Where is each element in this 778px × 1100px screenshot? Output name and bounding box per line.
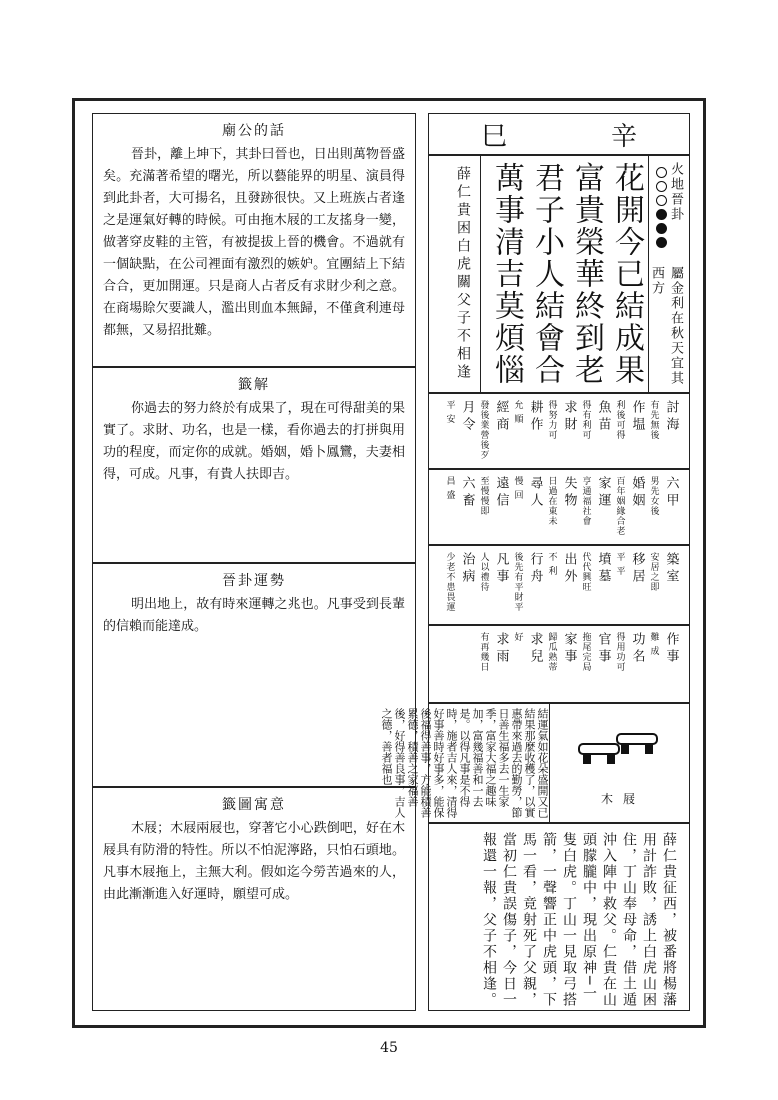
page-number: 45	[380, 1040, 398, 1056]
gua-name: 火地晉卦	[668, 162, 683, 222]
poem-line: 萬事清吉莫煩惱	[489, 162, 524, 386]
grid-cell: 耕作 允 順	[512, 400, 543, 434]
grid-cell: 凡事 人以禮待	[478, 552, 509, 592]
grid-cell: 墳墓 代代興旺	[580, 552, 611, 592]
grid-row	[443, 552, 681, 612]
grid-cell: 六畜 昌 盛	[444, 476, 475, 510]
left-column	[92, 113, 416, 1011]
fortune-grid-row-4	[428, 625, 690, 703]
grid-cell: 月令 平 安	[444, 400, 475, 434]
section-title: 晉卦運勢	[222, 573, 286, 589]
grid-cell: 經商 發後業營後歹	[478, 400, 509, 460]
fortune-grid-row-3	[428, 545, 690, 625]
grid-cell: 討海 有先無後	[648, 400, 679, 440]
temple-words-box	[92, 113, 416, 367]
grid-cell: 求財 得努力可	[546, 400, 577, 440]
grid-cell: 求兒 好	[512, 632, 543, 666]
grid-cell: 婚姻 百年姻緣合老	[614, 476, 645, 536]
section-text: 木屐；木屐兩屐也，穿著它小心跌倒吧，好在木屐具有防滑的特性。所以不怕泥濘路，只怕石頭地。凡事木屐拖上，主無大利。假如迄今勞苦過來的人，由此漸漸進入好運時，願望可成。	[103, 821, 405, 902]
section-text: 晉卦，離上坤下，其卦曰晉也，日出則萬物晉盛矣。充滿著希望的曙光，所以藝能界的明星、演員得到此卦者，大可揚名，且發跡很快。又上班族占者逢之是運氣好轉的時候。可由拖木屐的工友搖身一變，做著穿皮鞋的主管，有被提拔上晉的機會。不過就有一個缺點，在公司裡面有激烈的嫉妒。宜團結上下結合合，更加開運。只是商人占者反有求財少利之意。在商場賒欠要識人，濫出則血本無歸，不僅貪利連母都無，又易招批難。	[103, 147, 405, 338]
fortune-note: 結運氣如花朵盛開又已結果那麼收穫了，以實惠帶來過去的勤勞，節日善生福多去一生家季，富家大福之趣味加，富幾福善和一去是。以得凡事是不得時，施者吉人來，清得好事善時好事多，能保後福得善事，方能積善累德，積善之家福善後，好得善良事，吉人之德，善者福也	[380, 708, 549, 818]
poem-box	[428, 155, 690, 393]
story-text: 薛仁貴征西，被番將楊藩用計詐敗，誘上白虎山困住，丁山奉母命，借土遁沖入陣中救父。仁貴在山頭朦朧中，現出原神─一隻白虎。丁山一見取弓搭箭，一聲響正中虎頭，下馬一看，竟射死了父親，當初仁貴誤傷子，今日一報還一報，父子不相逢。	[481, 832, 677, 1008]
grid-cell: 魚苗 得有利可	[580, 400, 611, 440]
section-title: 籤圖寓意	[222, 797, 286, 813]
right-column	[380, 113, 690, 1011]
poem-line: 富貴榮華終到老	[569, 162, 604, 386]
poem-line: 花開今已結成果	[609, 162, 644, 386]
ganzhi-header	[428, 113, 690, 155]
grid-cell: 出外 不 利	[546, 552, 577, 586]
clog-icon	[569, 726, 669, 776]
picture-label: 木屐	[600, 792, 645, 806]
sign-explain-box	[92, 367, 416, 563]
section-text: 你過去的努力終於有成果了，現在可得甜美的果實了。求財、功名，也是一樣，看你過去的打拼與用功的程度，而定你的成就。婚姻，婚卜鳳鸞，夫妻相得，可成。凡事，有貴人扶即吉。	[103, 401, 405, 482]
gua-note: 屬金利在秋天宜其西方	[649, 266, 683, 386]
grid-row	[443, 476, 681, 536]
yin-line-icon	[656, 209, 667, 220]
gua-lines	[656, 164, 667, 251]
fortune-grid-row-1	[428, 393, 690, 469]
grid-cell: 作塭 利後可得	[614, 400, 645, 440]
grid-cell: 官事 拖尾完局	[580, 632, 611, 672]
yang-line-icon	[656, 195, 667, 206]
ganzhi-char: 巳	[480, 121, 507, 152]
story-title: 薛仁貴困白虎關父子不相逢	[455, 166, 471, 382]
grid-cell: 失物 日過在東未	[546, 476, 577, 526]
grid-cell: 功名 得用功可	[614, 632, 645, 672]
grid-cell: 移居 平 平	[614, 552, 645, 586]
picture-meaning-box	[92, 787, 416, 1011]
grid-cell: 築室 安居之即	[648, 552, 679, 592]
note-picture-box	[380, 703, 690, 823]
ganzhi-char: 辛	[610, 121, 637, 152]
yang-line-icon	[656, 167, 667, 178]
grid-cell: 家運 亨通福社會	[580, 476, 611, 526]
fortune-grid-row-2	[428, 469, 690, 545]
section-text: 明出地上，故有時來運轉之兆也。凡事受到長輩的信賴而能達成。	[103, 597, 405, 634]
grid-cell: 六甲 男先女後	[648, 476, 679, 516]
grid-cell: 尋人 慢 回	[512, 476, 543, 510]
yang-line-icon	[656, 181, 667, 192]
grid-cell: 遠信 至慢慢即	[478, 476, 509, 516]
section-title: 籤解	[238, 377, 270, 393]
yin-line-icon	[656, 237, 667, 248]
grid-cell: 家事 歸瓜熟蒂	[546, 632, 577, 672]
yin-line-icon	[656, 223, 667, 234]
grid-row	[443, 400, 681, 460]
grid-cell: 治病 少老不患畏運	[444, 552, 475, 612]
grid-cell: 作事 難 成	[648, 632, 679, 666]
grid-cell: 求雨 有再幾日	[478, 632, 509, 672]
grid-row	[477, 632, 681, 672]
poem-line: 君子小人結會合	[529, 162, 564, 386]
fortune-trend-box	[92, 563, 416, 787]
story-box	[428, 823, 690, 1011]
grid-cell: 行舟 後先有平財平	[512, 552, 543, 612]
section-title: 廟公的話	[222, 123, 286, 139]
